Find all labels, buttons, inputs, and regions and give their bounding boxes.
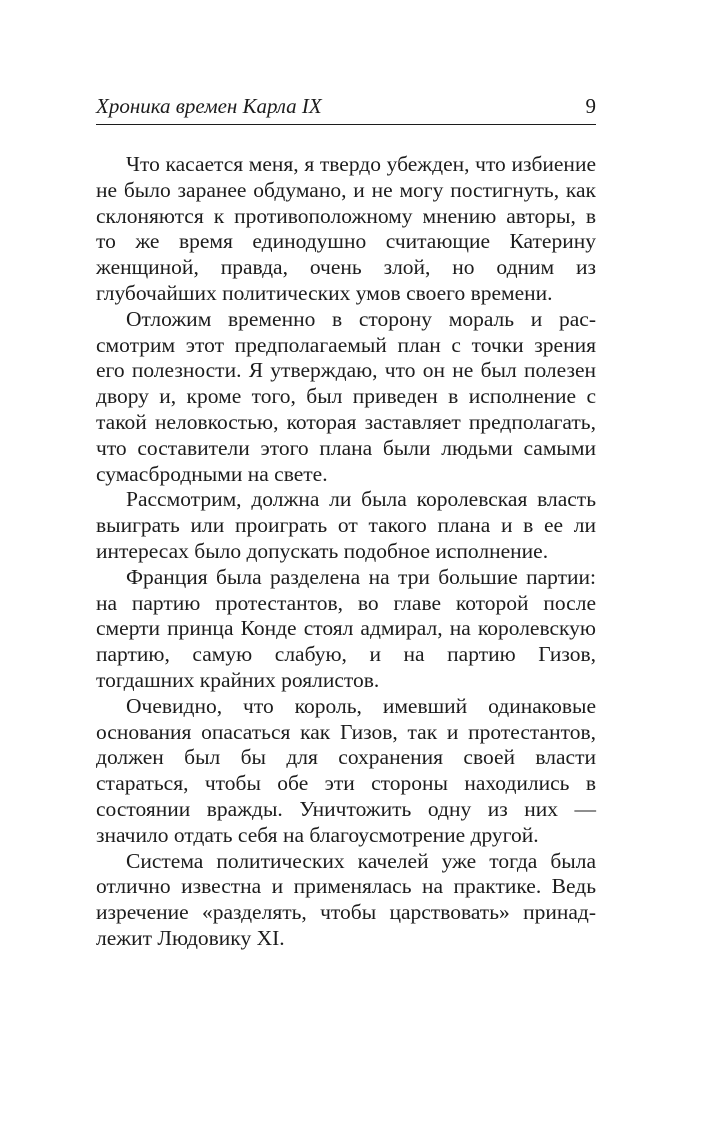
running-header: [96, 92, 596, 122]
paragraph: Система политических качелей уже тогда была отлично известна и применялась на практике. Ведь изречение «разделять, чтобы царствовать» принадлежит Людовику XI.: [96, 848, 596, 950]
paragraph: Рассмотрим, должна ли была королевская власть выиграть или проиграть от такого плана и в ее ли интересах было допускать подобное исполнение.: [96, 487, 596, 563]
paragraph: Отложим временно в сторону мораль и рассмотрим этот предполагаемый план с точки зрения его полезности. Я утверждаю, что он не был полезен двору и, кроме того, был приведен в исполнение с такой неловкостью, которая заставляет предполагать, что составители этого плана были людьми самыми сумасбродными на свете.: [96, 306, 596, 486]
paragraph: Франция была разделена на три большие партии: на партию протестантов, во главе которой после смерти принца Конде стоял адмирал, на королевскую партию, самую слабую, и на партию Гизов, тогдашних крайних роялистов.: [96, 564, 596, 692]
running-header-title: Хроника времен Карла IX: [96, 94, 322, 118]
header-rule: [96, 124, 596, 125]
page-number: 9: [585, 94, 596, 118]
paragraph: Очевидно, что король, имевший одинаковые основания опасаться как Гизов, так и протестантов, должен был бы для сохранения своей власти стараться, чтобы обе эти стороны находились в состоянии вражды. Уничтожить одну из них — значило отдать себя на благоусмотрение другой.: [96, 693, 596, 847]
body-text: [96, 152, 596, 952]
paragraph: Что касается меня, я твердо убежден, что избиение не было заранее обдумано, и не могу постигнуть, как склоняются к противоположному мнению авторы, в то же время единодушно считающие Катерину женщиной, правда, очень злой, но одним из глубочайших политических умов своего времени.: [96, 152, 596, 305]
